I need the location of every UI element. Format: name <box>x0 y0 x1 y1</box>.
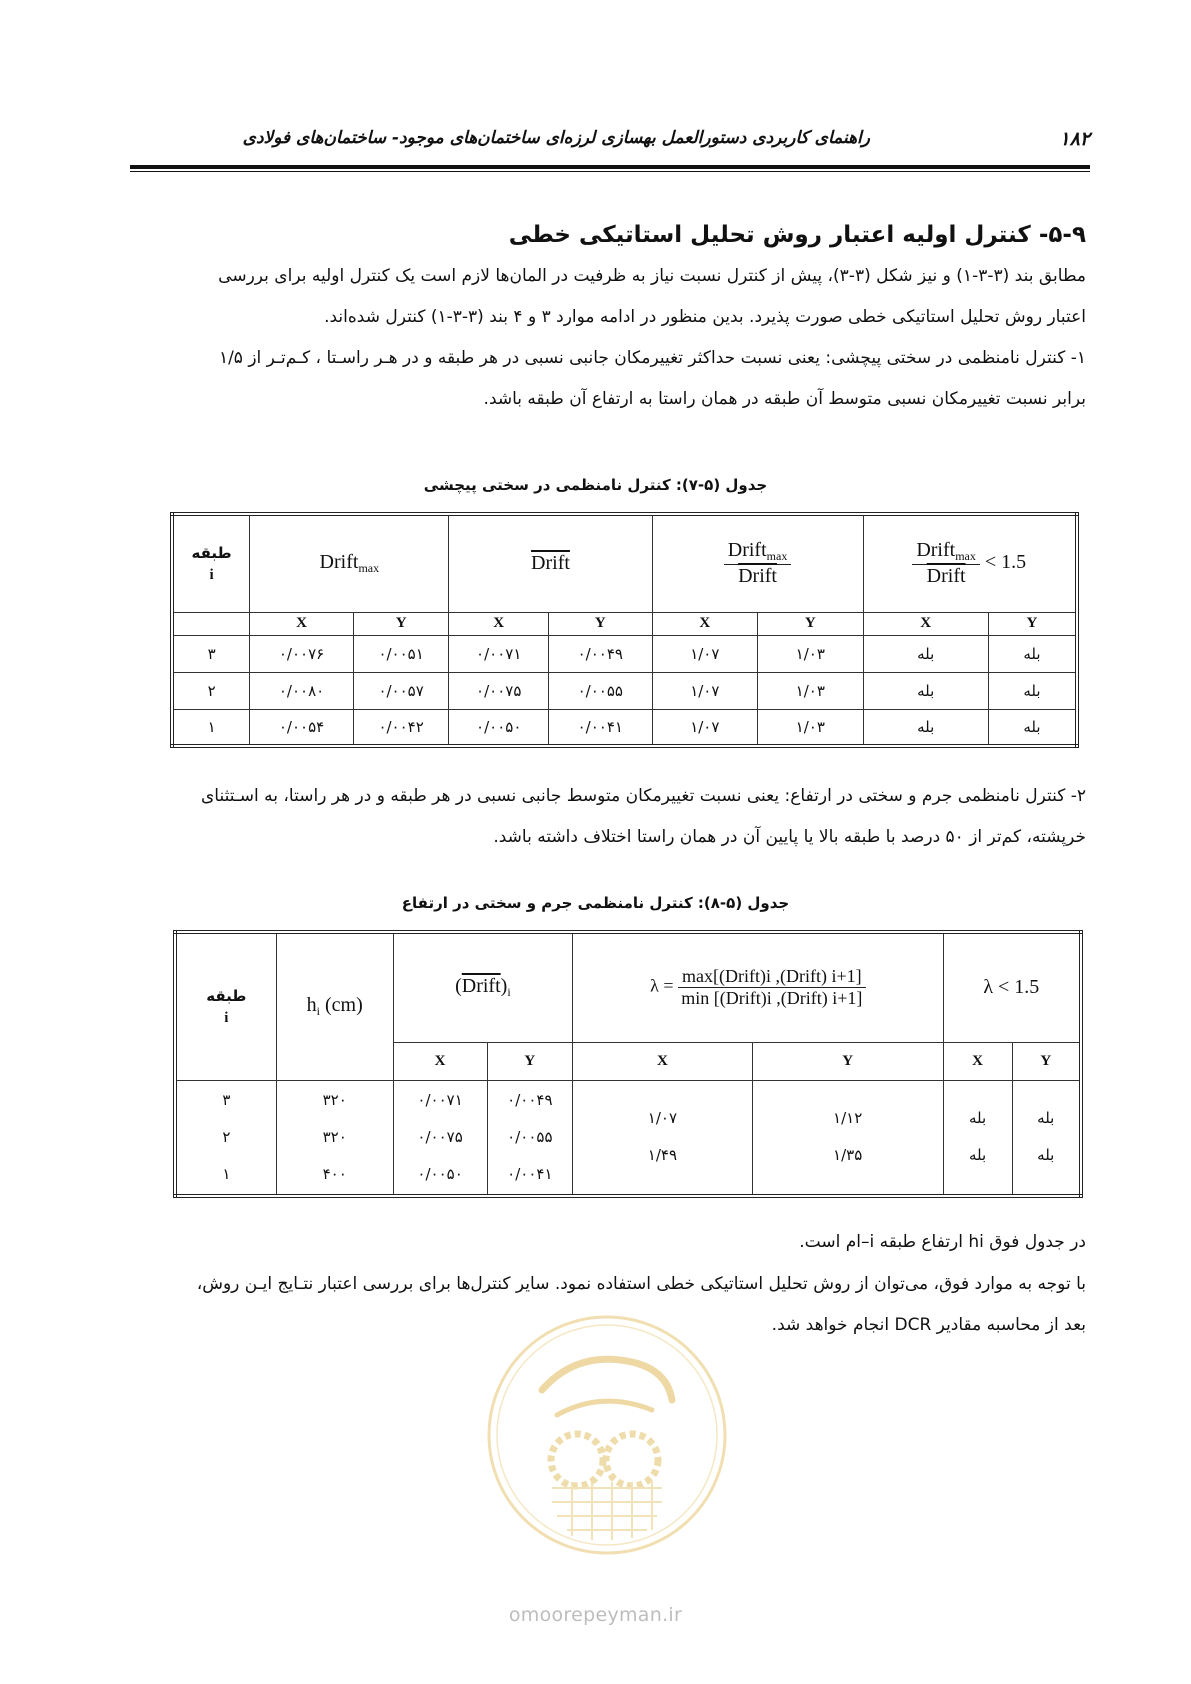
header-rule-thin <box>130 171 1090 172</box>
table1-caption: جدول (۵-۷): کنترل نامنظمی در سختی پیچشی <box>423 476 768 494</box>
drift-avg-header: Drift <box>449 514 652 612</box>
check-y-values: بله بله <box>1012 1080 1081 1196</box>
table2-caption: جدول (۵-۸): کنترل نامنظمی جرم و سختی در ارتفاع <box>401 894 790 912</box>
page-header <box>130 128 1090 154</box>
table1-header-row <box>172 514 1077 612</box>
watermark-logo-icon <box>482 1310 732 1560</box>
drift-y-values: ۰/۰۰۴۹ ۰/۰۰۵۵ ۰/۰۰۴۱ <box>487 1080 573 1196</box>
item2-paragraph <box>142 776 1086 858</box>
lambda-header: λ = $\frac{\text{max[(Drift)i ,(Drift) i+1]}}{\text{min [(Drift)i ,(Drift) i+1]}}$ <box>573 932 944 1042</box>
intro-line-2: اعتبار روش تحلیل استاتیکی خطی صورت پذیرد. بدین منظور در ادامه موارد ۳ و ۴ بند (۳-۳-۱) کنترل شده‌اند. <box>324 307 1086 327</box>
check-x-values: بله بله <box>943 1080 1012 1196</box>
item1-paragraph <box>142 338 1086 420</box>
table2-axis-row: X Y X Y X Y <box>175 1042 1081 1080</box>
avg-drift-header: $(Drift)_i$ <box>393 932 573 1042</box>
running-title: راهنمای کاربردی دستورالعمل بهسازی لرزه‌ای ساختمان‌های موجود- ساختمان‌های فولادی <box>242 128 870 148</box>
table-row: ۳ ۰/۰۰۷۶ ۰/۰۰۵۱ ۰/۰۰۷۱ ۰/۰۰۴۹ ۱/۰۷ ۱/۰۳ بله بله <box>172 635 1077 672</box>
table1-axis-row: X Y X Y X Y X Y <box>172 612 1077 635</box>
lambda-check-header: λ < 1.5 <box>943 932 1081 1042</box>
lambda-y-values: ۱/۱۲ ۱/۳۵ <box>752 1080 943 1196</box>
story-values: ۳ ۲ ۱ <box>175 1080 276 1196</box>
item2-line-1: ۲- کنترل نامنظمی جرم و سختی در ارتفاع: یعنی نسبت تغییرمکان متوسط جانبی نسبی در هر طبقه و در هر راستا، به اسـتثنای <box>200 786 1086 806</box>
section-title: ۵-۹- کنترل اولیه اعتبار روش تحلیل استاتیکی خطی <box>508 222 1086 248</box>
table2-header-row <box>175 932 1081 1042</box>
item2-line-2: خرپشته، کم‌تر از ۵۰ درصد با طبقه بالا یا پایین آن در همان راستا اختلاف داشته باشد. <box>493 827 1086 847</box>
conclusion-line-1: با توجه به موارد فوق، می‌توان از روش تحلیل استاتیکی خطی استفاده نمود. سایر کنترل‌ها برای بررسی اعتبار نتـایج ایـن روش، <box>196 1274 1086 1294</box>
watermark-url: omoorepeyman.ir <box>508 1604 683 1626</box>
intro-paragraph <box>142 256 1086 338</box>
note-paragraph <box>142 1222 1086 1263</box>
header-rule <box>130 165 1090 169</box>
lambda-x-values: ۱/۰۷ ۱/۴۹ <box>573 1080 753 1196</box>
ratio-check-header: $\frac{Drift_{max}}{\text{Drift}}$ < 1.5 <box>863 514 1077 612</box>
item1-line-2: برابر نسبت تغییرمکان نسبی متوسط آن طبقه در همان راستا به ارتفاع آن طبقه باشد. <box>483 389 1086 409</box>
drift-ratio-header: $\frac{Drift_{max}}{\text{Drift}}$ <box>652 514 863 612</box>
note-line: در جدول فوق hi ارتفاع طبقه i–ام است. <box>799 1232 1086 1252</box>
table-row: ۲ ۰/۰۰۸۰ ۰/۰۰۵۷ ۰/۰۰۷۵ ۰/۰۰۵۵ ۱/۰۷ ۱/۰۳ بله بله <box>172 672 1077 709</box>
story-header: طبقه i <box>175 932 276 1080</box>
item1-line-1: ۱- کنترل نامنظمی در سختی پیچشی: یعنی نسبت حداکثر تغییرمکان جانبی نسبی در هر طبقه و در هـر راسـتا ، کـم‌تـر از ۱/۵ <box>218 348 1086 368</box>
table-row <box>175 1080 1081 1196</box>
intro-line-1: مطابق بند (۳-۳-۱) و نیز شکل (۳-۳)، پیش از کنترل نسبت نیاز به ظرفیت در المان‌ها لازم است یک کنترل اولیه برای بررسی <box>218 266 1086 286</box>
height-values: ۳۲۰ ۳۲۰ ۴۰۰ <box>276 1080 393 1196</box>
table-row: ۱ ۰/۰۰۵۴ ۰/۰۰۴۲ ۰/۰۰۵۰ ۰/۰۰۴۱ ۱/۰۷ ۱/۰۳ بله بله <box>172 709 1077 746</box>
height-header: $h_i$ (cm) <box>276 932 393 1080</box>
page-number: ۱۸۲ <box>1059 128 1090 150</box>
drift-x-values: ۰/۰۰۷۱ ۰/۰۰۷۵ ۰/۰۰۵۰ <box>393 1080 487 1196</box>
conclusion-line-2: بعد از محاسبه مقادیر DCR انجام خواهد شد. <box>771 1315 1086 1335</box>
torsion-table <box>170 512 1079 748</box>
mass-stiffness-table <box>173 930 1083 1198</box>
story-header: طبقه i <box>172 514 250 612</box>
drift-max-header: Drift$_{max}$ <box>250 514 449 612</box>
